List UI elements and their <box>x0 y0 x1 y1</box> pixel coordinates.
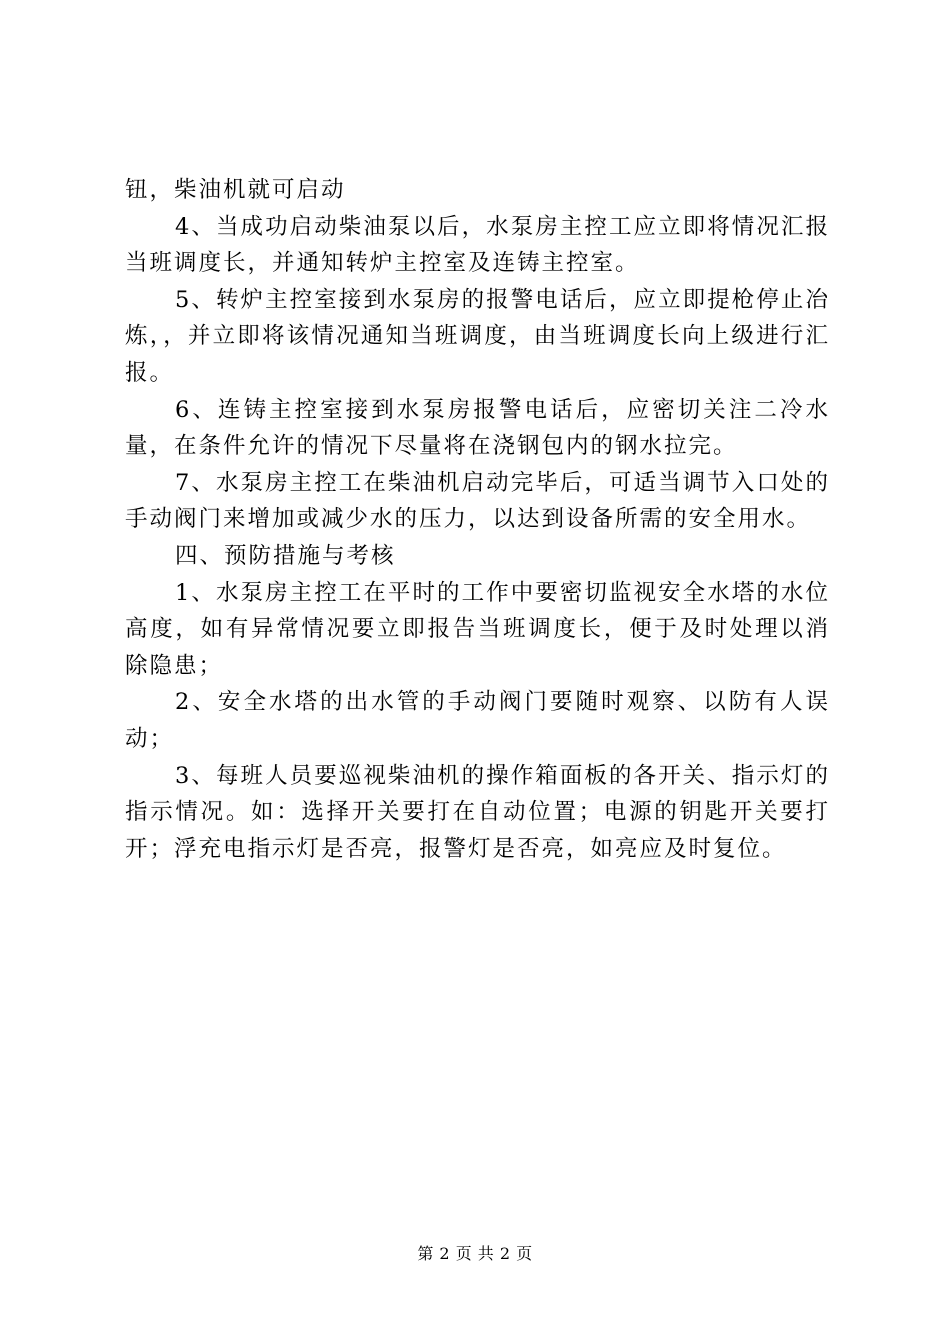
paragraph-continuation: 钮，柴油机就可启动 <box>125 177 346 203</box>
paragraph-step-6: 6、连铸主控室接到水泵房报警电话后，应密切关注二冷水量，在条件允许的情况下尽量将在浇钢包内的钢水拉完。 <box>125 396 830 460</box>
paragraph-step-4: 4、当成功启动柴油泵以后，水泵房主控工应立即将情况汇报当班调度长，并通知转炉主控室及连铸主控室。 <box>125 213 830 277</box>
section-heading-prevention: 四、预防措施与考核 <box>175 542 396 569</box>
paragraph-step-5: 5、转炉主控室接到水泵房的报警电话后，应立即提枪停止冶炼，，并立即将该情况通知当班调度，由当班调度长向上级进行汇报。 <box>125 286 830 386</box>
paragraph-prevention-2: 2、安全水塔的出水管的手动阀门要随时观察、以防有人误动； <box>125 689 830 752</box>
page-footer <box>0 1244 950 1264</box>
paragraph-step-7: 7、水泵房主控工在柴油机启动完毕后，可适当调节入口处的手动阀门来增加或减少水的压力，以达到设备所需的安全用水。 <box>125 469 830 533</box>
paragraph-prevention-3: 3、每班人员要巡视柴油机的操作箱面板的各开关、指示灯的指示情况。如：选择开关要打在自动位置；电源的钥匙开关要打开；浮充电指示灯是否亮，报警灯是否亮，如亮应及时复位。 <box>125 762 830 862</box>
paragraph-prevention-1: 1、水泵房主控工在平时的工作中要密切监视安全水塔的水位高度，如有异常情况要立即报告当班调度长，便于及时处理以消除隐患； <box>125 579 830 679</box>
page-number-label: 第 2 页 共 2 页 <box>417 1244 533 1263</box>
document-body <box>125 172 830 867</box>
